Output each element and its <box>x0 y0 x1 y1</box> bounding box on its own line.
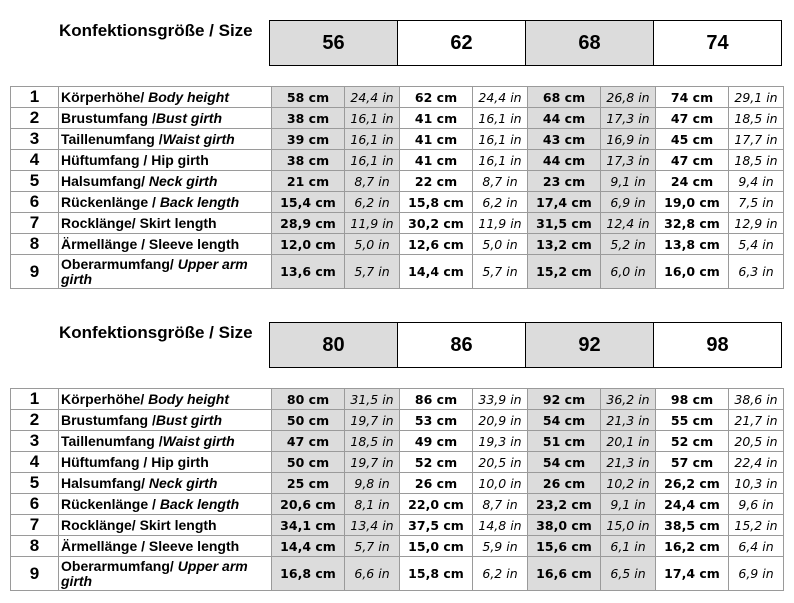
label-german: Rocklänge/ <box>61 516 140 533</box>
value-in: 6,6 in <box>345 557 400 591</box>
value-cm: 44 cm <box>528 108 601 129</box>
value-in: 19,7 in <box>345 452 400 473</box>
value-cm: 80 cm <box>272 389 345 410</box>
value-cm: 17,4 cm <box>656 557 729 591</box>
value-in: 7,5 in <box>729 192 784 213</box>
row-number: 8 <box>11 536 59 557</box>
value-in: 6,2 in <box>345 192 400 213</box>
value-in: 21,3 in <box>601 452 656 473</box>
value-in: 16,9 in <box>601 129 656 150</box>
label-english: Waist girth <box>162 130 235 147</box>
measurement-row <box>11 108 784 129</box>
measurement-table <box>10 86 784 289</box>
value-in: 33,9 in <box>473 389 528 410</box>
label-english: Back length <box>159 495 240 512</box>
measurement-label <box>59 536 272 557</box>
measurement-label <box>59 515 272 536</box>
measurement-row <box>11 389 784 410</box>
value-cm: 15,6 cm <box>528 536 601 557</box>
value-cm: 26 cm <box>400 473 473 494</box>
value-cm: 41 cm <box>400 129 473 150</box>
measurement-label <box>59 431 272 452</box>
value-cm: 13,2 cm <box>528 234 601 255</box>
label-german: Rückenlänge / <box>61 495 160 512</box>
value-in: 21,3 in <box>601 410 656 431</box>
value-in: 16,1 in <box>473 150 528 171</box>
label-english: Body height <box>148 390 230 407</box>
size-header-table <box>269 322 782 368</box>
row-number: 3 <box>11 431 59 452</box>
value-cm: 22,0 cm <box>400 494 473 515</box>
measurement-row <box>11 515 784 536</box>
measurement-label <box>59 150 272 171</box>
label-english: Hip girth <box>151 453 209 470</box>
value-in: 31,5 in <box>345 389 400 410</box>
value-cm: 41 cm <box>400 108 473 129</box>
measurement-row <box>11 473 784 494</box>
value-cm: 24 cm <box>656 171 729 192</box>
measurement-label <box>59 192 272 213</box>
value-cm: 16,2 cm <box>656 536 729 557</box>
value-cm: 53 cm <box>400 410 473 431</box>
value-cm: 37,5 cm <box>400 515 473 536</box>
measurement-row <box>11 87 784 108</box>
value-cm: 24,4 cm <box>656 494 729 515</box>
value-cm: 45 cm <box>656 129 729 150</box>
label-german: Oberarmumfang/ <box>61 557 178 574</box>
value-in: 18,5 in <box>729 108 784 129</box>
value-cm: 68 cm <box>528 87 601 108</box>
row-number: 7 <box>11 213 59 234</box>
value-cm: 58 cm <box>272 87 345 108</box>
value-cm: 15,8 cm <box>400 192 473 213</box>
measurement-label <box>59 255 272 289</box>
measurement-table <box>10 388 784 591</box>
value-cm: 52 cm <box>656 431 729 452</box>
value-in: 5,9 in <box>473 536 528 557</box>
value-in: 36,2 in <box>601 389 656 410</box>
size-cell: 56 <box>270 21 398 66</box>
value-cm: 31,5 cm <box>528 213 601 234</box>
measurement-label <box>59 213 272 234</box>
measurement-label <box>59 452 272 473</box>
value-cm: 51 cm <box>528 431 601 452</box>
value-cm: 23 cm <box>528 171 601 192</box>
measurement-row <box>11 431 784 452</box>
row-number: 2 <box>11 108 59 129</box>
label-german: Taillenumfang / <box>61 130 163 147</box>
value-cm: 26,2 cm <box>656 473 729 494</box>
label-english: Neck girth <box>148 474 218 491</box>
measurement-row <box>11 410 784 431</box>
value-cm: 38,5 cm <box>656 515 729 536</box>
value-in: 5,0 in <box>473 234 528 255</box>
value-cm: 54 cm <box>528 410 601 431</box>
label-german: Brustumfang / <box>61 109 156 126</box>
label-english: Hip girth <box>151 151 209 168</box>
value-in: 5,7 in <box>473 255 528 289</box>
measurement-label <box>59 234 272 255</box>
value-in: 5,7 in <box>345 255 400 289</box>
value-in: 16,1 in <box>473 108 528 129</box>
value-in: 6,2 in <box>473 192 528 213</box>
row-number: 5 <box>11 171 59 192</box>
value-cm: 16,6 cm <box>528 557 601 591</box>
value-cm: 13,8 cm <box>656 234 729 255</box>
label-german: Halsumfang/ <box>61 172 149 189</box>
measurement-row <box>11 557 784 591</box>
value-in: 9,8 in <box>345 473 400 494</box>
value-in: 20,9 in <box>473 410 528 431</box>
value-cm: 15,4 cm <box>272 192 345 213</box>
value-cm: 26 cm <box>528 473 601 494</box>
value-in: 18,5 in <box>729 150 784 171</box>
value-in: 16,1 in <box>345 108 400 129</box>
measurement-label <box>59 410 272 431</box>
size-header-row <box>270 323 782 368</box>
value-cm: 28,9 cm <box>272 213 345 234</box>
label-english: Upper arm girth <box>61 255 248 287</box>
label-german: Rocklänge/ <box>61 214 140 231</box>
value-in: 6,3 in <box>729 255 784 289</box>
measurement-row <box>11 213 784 234</box>
measurement-label <box>59 108 272 129</box>
value-cm: 38 cm <box>272 150 345 171</box>
value-cm: 30,2 cm <box>400 213 473 234</box>
value-cm: 52 cm <box>400 452 473 473</box>
size-header-table <box>269 20 782 66</box>
value-cm: 43 cm <box>528 129 601 150</box>
value-cm: 25 cm <box>272 473 345 494</box>
value-cm: 16,0 cm <box>656 255 729 289</box>
label-german: Hüftumfang / <box>61 151 152 168</box>
value-in: 9,4 in <box>729 171 784 192</box>
measurement-label <box>59 171 272 192</box>
row-number: 1 <box>11 87 59 108</box>
value-cm: 17,4 cm <box>528 192 601 213</box>
row-number: 7 <box>11 515 59 536</box>
value-in: 6,5 in <box>601 557 656 591</box>
label-english: Skirt length <box>139 214 217 231</box>
value-in: 9,1 in <box>601 171 656 192</box>
value-cm: 49 cm <box>400 431 473 452</box>
value-cm: 38 cm <box>272 108 345 129</box>
value-cm: 15,2 cm <box>528 255 601 289</box>
value-cm: 41 cm <box>400 150 473 171</box>
size-cell: 62 <box>398 21 526 66</box>
row-number: 5 <box>11 473 59 494</box>
value-in: 11,9 in <box>345 213 400 234</box>
value-in: 19,3 in <box>473 431 528 452</box>
value-in: 24,4 in <box>473 87 528 108</box>
value-in: 10,0 in <box>473 473 528 494</box>
value-in: 14,8 in <box>473 515 528 536</box>
value-cm: 22 cm <box>400 171 473 192</box>
row-number: 9 <box>11 557 59 591</box>
value-in: 16,1 in <box>345 129 400 150</box>
value-in: 17,3 in <box>601 150 656 171</box>
value-in: 16,1 in <box>473 129 528 150</box>
value-in: 11,9 in <box>473 213 528 234</box>
measurement-label <box>59 129 272 150</box>
label-german: Hüftumfang / <box>61 453 152 470</box>
value-in: 6,1 in <box>601 536 656 557</box>
value-cm: 38,0 cm <box>528 515 601 536</box>
value-cm: 54 cm <box>528 452 601 473</box>
label-german: Brustumfang / <box>61 411 156 428</box>
value-in: 5,7 in <box>345 536 400 557</box>
value-in: 10,2 in <box>601 473 656 494</box>
value-cm: 92 cm <box>528 389 601 410</box>
size-header-row <box>270 21 782 66</box>
value-cm: 57 cm <box>656 452 729 473</box>
value-in: 19,7 in <box>345 410 400 431</box>
value-cm: 20,6 cm <box>272 494 345 515</box>
label-german: Ärmellänge / <box>61 537 149 554</box>
value-cm: 15,8 cm <box>400 557 473 591</box>
size-heading: Konfektionsgröße / Size <box>59 323 253 342</box>
size-cell: 68 <box>526 21 654 66</box>
value-cm: 98 cm <box>656 389 729 410</box>
size-cell: 74 <box>654 21 782 66</box>
label-german: Taillenumfang / <box>61 432 163 449</box>
value-cm: 23,2 cm <box>528 494 601 515</box>
value-in: 6,4 in <box>729 536 784 557</box>
label-english: Neck girth <box>148 172 218 189</box>
value-in: 20,5 in <box>473 452 528 473</box>
value-in: 17,7 in <box>729 129 784 150</box>
measurement-row <box>11 171 784 192</box>
label-english: Back length <box>159 193 240 210</box>
value-in: 5,4 in <box>729 234 784 255</box>
row-number: 2 <box>11 410 59 431</box>
value-in: 6,2 in <box>473 557 528 591</box>
value-in: 21,7 in <box>729 410 784 431</box>
value-cm: 12,6 cm <box>400 234 473 255</box>
measurement-row <box>11 452 784 473</box>
value-cm: 44 cm <box>528 150 601 171</box>
value-in: 22,4 in <box>729 452 784 473</box>
label-german: Körperhöhe/ <box>61 88 149 105</box>
row-number: 4 <box>11 150 59 171</box>
value-cm: 14,4 cm <box>272 536 345 557</box>
value-in: 5,0 in <box>345 234 400 255</box>
row-number: 6 <box>11 494 59 515</box>
value-in: 16,1 in <box>345 150 400 171</box>
value-in: 24,4 in <box>345 87 400 108</box>
value-in: 6,9 in <box>601 192 656 213</box>
value-cm: 19,0 cm <box>656 192 729 213</box>
size-heading: Konfektionsgröße / Size <box>59 21 253 40</box>
label-english: Body height <box>148 88 230 105</box>
value-cm: 16,8 cm <box>272 557 345 591</box>
value-in: 26,8 in <box>601 87 656 108</box>
measurement-row <box>11 150 784 171</box>
value-in: 12,4 in <box>601 213 656 234</box>
value-cm: 55 cm <box>656 410 729 431</box>
label-german: Ärmellänge / <box>61 235 149 252</box>
measurement-label <box>59 557 272 591</box>
row-number: 6 <box>11 192 59 213</box>
label-english: Bust girth <box>155 109 222 126</box>
value-cm: 32,8 cm <box>656 213 729 234</box>
label-english: Bust girth <box>155 411 222 428</box>
value-cm: 62 cm <box>400 87 473 108</box>
label-german: Halsumfang/ <box>61 474 149 491</box>
size-cell: 80 <box>270 323 398 368</box>
value-in: 6,0 in <box>601 255 656 289</box>
value-cm: 74 cm <box>656 87 729 108</box>
measurement-row <box>11 192 784 213</box>
label-german: Körperhöhe/ <box>61 390 149 407</box>
value-in: 20,1 in <box>601 431 656 452</box>
measurement-label <box>59 389 272 410</box>
value-in: 9,1 in <box>601 494 656 515</box>
label-german: Oberarmumfang/ <box>61 255 178 272</box>
row-number: 3 <box>11 129 59 150</box>
value-cm: 34,1 cm <box>272 515 345 536</box>
value-cm: 47 cm <box>656 150 729 171</box>
row-number: 8 <box>11 234 59 255</box>
value-in: 8,7 in <box>473 171 528 192</box>
value-cm: 14,4 cm <box>400 255 473 289</box>
value-in: 8,7 in <box>473 494 528 515</box>
label-english: Sleeve length <box>148 235 240 252</box>
value-in: 29,1 in <box>729 87 784 108</box>
value-cm: 86 cm <box>400 389 473 410</box>
measurement-row <box>11 494 784 515</box>
value-in: 18,5 in <box>345 431 400 452</box>
value-in: 8,1 in <box>345 494 400 515</box>
value-in: 20,5 in <box>729 431 784 452</box>
label-english: Upper arm girth <box>61 557 248 589</box>
label-english: Sleeve length <box>148 537 240 554</box>
row-number: 4 <box>11 452 59 473</box>
size-cell: 92 <box>526 323 654 368</box>
label-english: Waist girth <box>162 432 235 449</box>
value-cm: 39 cm <box>272 129 345 150</box>
value-in: 15,2 in <box>729 515 784 536</box>
value-cm: 47 cm <box>272 431 345 452</box>
value-in: 17,3 in <box>601 108 656 129</box>
value-cm: 12,0 cm <box>272 234 345 255</box>
row-number: 9 <box>11 255 59 289</box>
measurement-label <box>59 473 272 494</box>
row-number: 1 <box>11 389 59 410</box>
label-german: Rückenlänge / <box>61 193 160 210</box>
value-in: 13,4 in <box>345 515 400 536</box>
value-in: 5,2 in <box>601 234 656 255</box>
value-in: 6,9 in <box>729 557 784 591</box>
value-cm: 47 cm <box>656 108 729 129</box>
value-in: 8,7 in <box>345 171 400 192</box>
value-cm: 15,0 cm <box>400 536 473 557</box>
value-cm: 13,6 cm <box>272 255 345 289</box>
label-english: Skirt length <box>139 516 217 533</box>
value-in: 10,3 in <box>729 473 784 494</box>
value-in: 15,0 in <box>601 515 656 536</box>
value-cm: 21 cm <box>272 171 345 192</box>
value-in: 12,9 in <box>729 213 784 234</box>
value-cm: 50 cm <box>272 452 345 473</box>
measurement-label <box>59 87 272 108</box>
measurement-label <box>59 494 272 515</box>
measurement-row <box>11 234 784 255</box>
measurement-row <box>11 536 784 557</box>
value-in: 9,6 in <box>729 494 784 515</box>
size-cell: 98 <box>654 323 782 368</box>
measurement-row <box>11 255 784 289</box>
size-cell: 86 <box>398 323 526 368</box>
value-cm: 50 cm <box>272 410 345 431</box>
value-in: 38,6 in <box>729 389 784 410</box>
measurement-row <box>11 129 784 150</box>
